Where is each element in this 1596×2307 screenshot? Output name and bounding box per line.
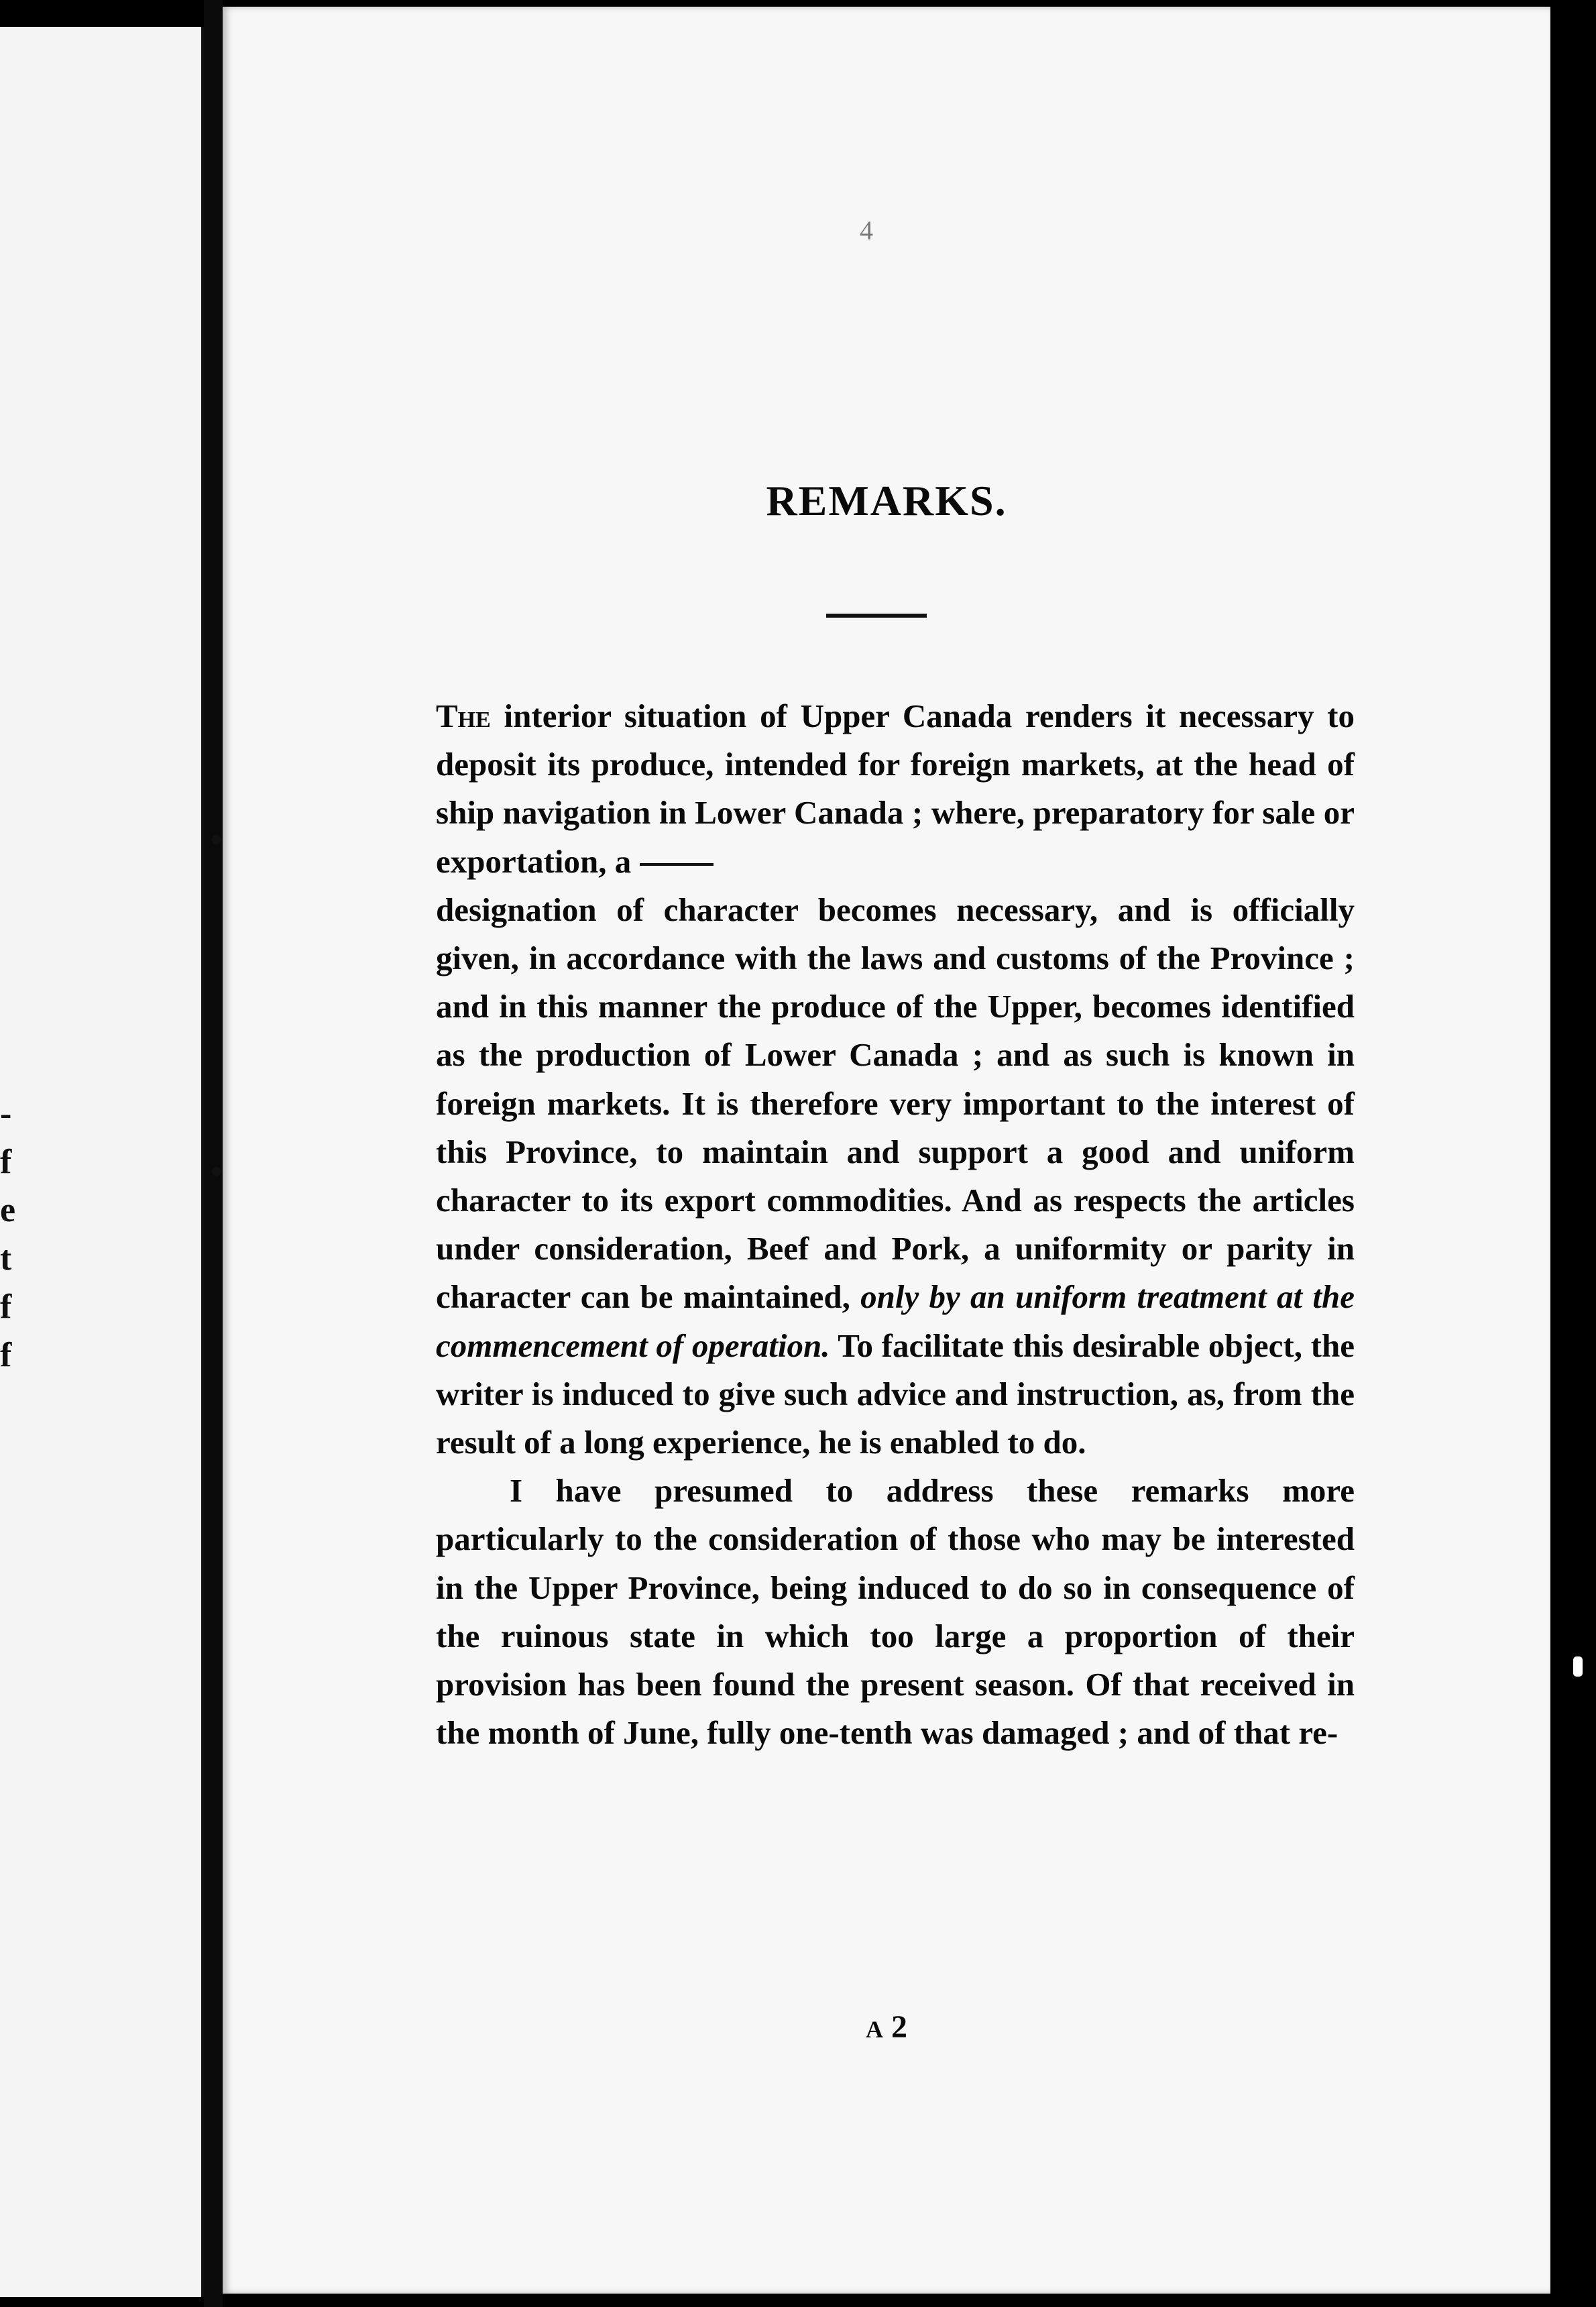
binding-thread-dot (212, 1167, 221, 1176)
line-dash (640, 863, 714, 866)
left-page (0, 27, 204, 2297)
page-number-mark: 4 (860, 215, 873, 245)
signature-letter: A (866, 2016, 883, 2043)
paragraph-2 (436, 1467, 1355, 1757)
paragraph-1 (436, 692, 1355, 1467)
signature-number: 2 (891, 2009, 907, 2045)
fragment: f (0, 1143, 12, 1181)
binding-thread-dot (212, 835, 221, 844)
fragment: f (0, 1288, 12, 1326)
paragraph-1-continued: designation of character becomes necessary, and is officially given, in accordance with the laws and customs of the Province ; and in this manner the produce of the Upper, becomes identified as the production of Lower Canada ; and as such is known in foreign markets. It is therefore very important to the interest of this Province, to maintain and support a good and uniform character to its export commodities. And as respects the articles under consideration, Beef and Pork, a uniformity or parity in character can be maintained, (436, 891, 1355, 1316)
paragraph-1-text: interior situation of Upper Canada renders it necessary to deposit its produce, intended for foreign markets, at the head of ship navigation in Lower Canada ; where, preparatory for sale or exportation, a (436, 697, 1355, 880)
fragment: e (0, 1191, 16, 1229)
page-edge-mark (1573, 1656, 1583, 1677)
signature-mark (223, 2009, 1550, 2045)
fragment: - (0, 1094, 12, 1133)
drop-word: The (436, 697, 491, 734)
fragment: t (0, 1239, 12, 1278)
left-page-text-fragments (0, 1090, 27, 1380)
italic-phrase: only by an uniform treatment at the commencement of operation. (436, 1278, 1355, 1364)
right-page (223, 7, 1550, 2294)
page-heading: REMARKS. (766, 477, 1007, 524)
book-gutter (204, 0, 223, 2307)
paragraph-1-end: To facilitate this desirable object, the writer is induced to give such advice and instruction, as, from the result of a long experience, he is enabled to do. (436, 1327, 1355, 1461)
paragraph-2-text: I have presumed to address these remarks more particularly to the consideration of those who may be interested in the Upper Province, being induced to do so in consequence of the ruinous state in which too large a proportion of their provision has been found the present season. Of that received in the month of June, fully one-tenth was damaged ; and of that re- (436, 1472, 1355, 1752)
heading-rule (826, 614, 927, 618)
body-text (436, 692, 1355, 1757)
fragment: f (0, 1336, 12, 1374)
